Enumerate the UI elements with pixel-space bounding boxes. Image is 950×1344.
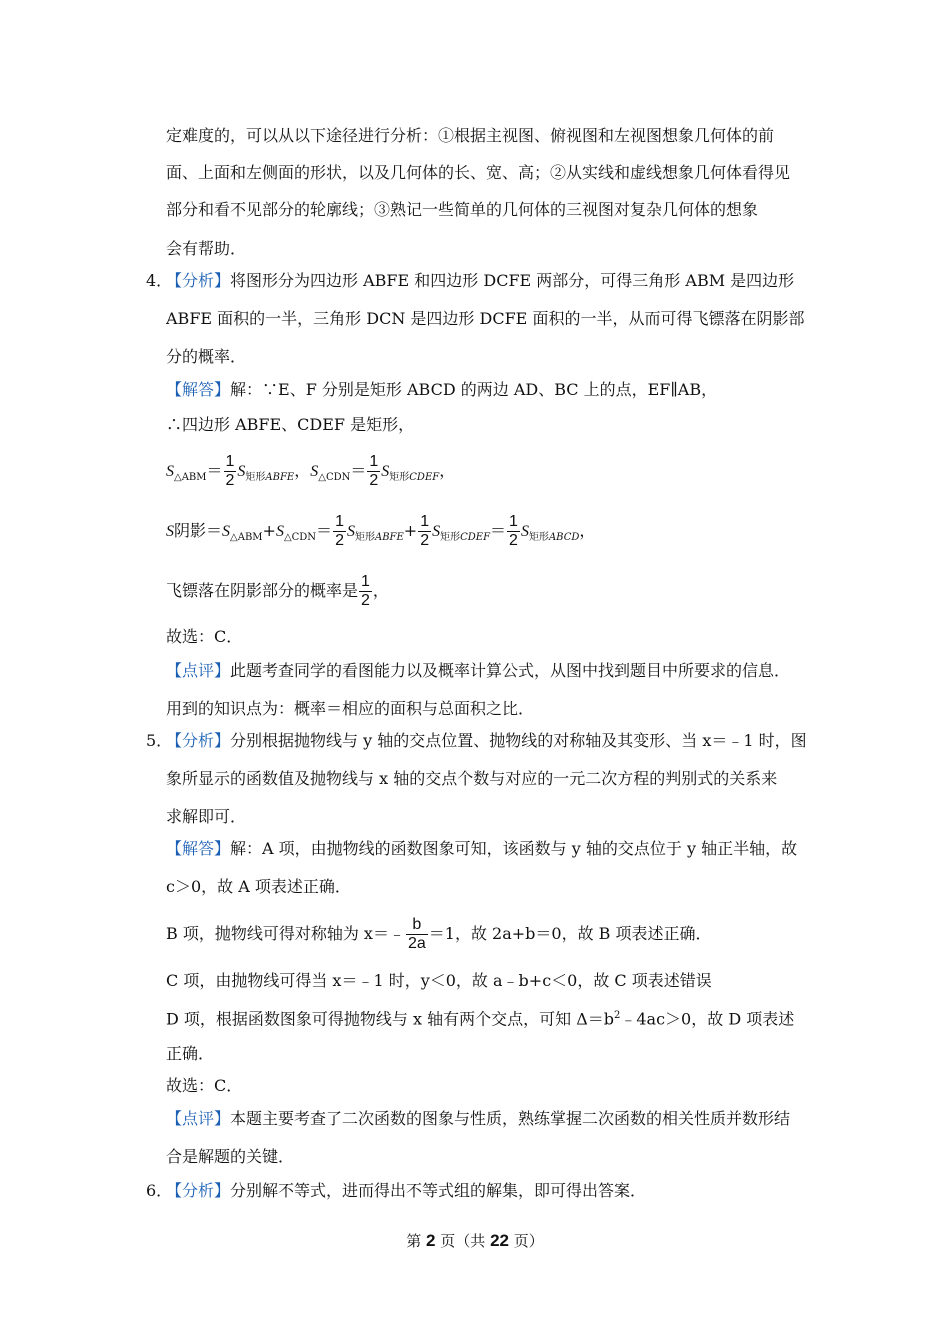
formula-line — [166, 571, 389, 611]
subscript: 矩形 — [245, 472, 266, 483]
formula-line — [166, 914, 712, 954]
question-number: 4． — [146, 271, 173, 290]
subscript: △ABM — [230, 532, 263, 543]
numerator: 1 — [369, 453, 379, 470]
formula-line — [166, 451, 455, 494]
question-5-comment-line — [166, 1108, 790, 1130]
question-4-analysis-line — [166, 270, 794, 292]
equals: ＝ — [206, 521, 223, 540]
paragraph-line: 象所显示的函数值及抛物线与 x 轴的交点个数与对应的一元二次方程的判别式的关系来 — [166, 769, 778, 788]
analysis-tag: 【分析】 — [166, 1181, 231, 1200]
subscript: 矩形 — [440, 532, 461, 543]
equals: ＝ — [490, 521, 507, 540]
numerator: b — [406, 916, 428, 935]
question-6-analysis-line — [166, 1180, 646, 1202]
formula-line — [166, 511, 595, 554]
fraction-half — [507, 513, 520, 550]
numerator: 1 — [509, 513, 518, 530]
question-4-answer-line — [166, 379, 717, 401]
shadow-label: 阴影 — [174, 521, 207, 540]
fraction-half — [359, 573, 372, 610]
fraction-b-over-2a — [406, 916, 428, 953]
numerator: 1 — [335, 513, 344, 530]
page-total: 22 — [490, 1231, 509, 1250]
denominator: 2 — [369, 472, 379, 489]
equals: ＝ — [206, 461, 223, 480]
subscript: 矩形 — [528, 532, 549, 543]
analysis-tag: 【分析】 — [166, 271, 231, 290]
question-number: 6． — [146, 1181, 173, 1200]
symbol-s: S — [520, 523, 529, 540]
plus: + — [262, 521, 276, 540]
subscript: CDEF — [409, 472, 440, 483]
question-4-comment-line — [166, 660, 790, 682]
symbol-s: S — [166, 463, 174, 480]
symbol-s: S — [237, 463, 246, 480]
comment-text: 本题主要考查了二次函数的图象与性质，熟练掌握二次函数的相关性质并数形结 — [230, 1109, 791, 1128]
superscript: 2 — [614, 1010, 621, 1021]
subscript: ABFE — [265, 472, 295, 483]
paragraph-line: 合是解题的关键． — [166, 1147, 295, 1166]
paragraph-line: ABFE 面积的一半，三角形 DCN 是四边形 DCFE 面积的一半，从而可得飞镖落在阴影部 — [166, 309, 805, 328]
subscript: △CDN — [318, 472, 351, 483]
paragraph-line — [166, 1005, 794, 1030]
comma: ， — [439, 461, 456, 480]
equals: ＝ — [350, 461, 367, 480]
paragraph-line: 定难度的，可以从以下途径进行分析：①根据主视图、俯视图和左视图想象几何体的前 — [166, 126, 775, 145]
subscript: 矩形 — [354, 532, 375, 543]
subscript: ABFE — [374, 532, 404, 543]
symbol-s: S — [310, 463, 319, 480]
comment-tag: 【点评】 — [166, 661, 231, 680]
comment-text: 此题考查同学的看图能力以及概率计算公式，从图中找到题目中所要求的信息． — [230, 661, 791, 680]
paragraph-line: 求解即可． — [166, 807, 247, 826]
subscript: CDEF — [460, 532, 491, 543]
analysis-text: 分别根据抛物线与 y 轴的交点位置、抛物线的对称轴及其变形、当 x＝﹣1 时，图 — [230, 731, 807, 750]
paragraph-line: 故选：C． — [166, 1076, 243, 1095]
answer-tag: 【解答】 — [166, 839, 231, 858]
fraction-half — [224, 453, 237, 490]
comma: ， — [294, 461, 311, 480]
question-5-answer-line — [166, 838, 797, 860]
footer-suffix: 页） — [513, 1232, 544, 1250]
probability-text: 飞镖落在阴影部分的概率是 — [166, 581, 359, 600]
answer-text: 解：A 项，由抛物线的函数图象可知，该函数与 y 轴的交点位于 y 轴正半轴，故 — [230, 839, 798, 858]
symbol-s: S — [432, 523, 441, 540]
paragraph-line: 分的概率． — [166, 347, 247, 366]
subscript: 矩形 — [389, 472, 410, 483]
answer-text: 解：∵E、F 分别是矩形 ABCD 的两边 AD、BC 上的点，EF∥AB， — [230, 380, 718, 399]
fraction-half — [418, 513, 431, 550]
analysis-text: 分别解不等式，进而得出不等式组的解集，即可得出答案． — [230, 1181, 647, 1200]
discriminant-text: D 项，根据函数图象可得抛物线与 x 轴有两个交点，可知 Δ＝b — [166, 1009, 614, 1029]
symbol-s: S — [346, 523, 355, 540]
paragraph-line: ∴四边形 ABFE、CDEF 是矩形， — [166, 415, 415, 434]
numerator: 1 — [420, 513, 430, 530]
paragraph-line: 部分和看不见部分的轮廓线；③熟记一些简单的几何体的三视图对复杂几何体的想象 — [166, 200, 759, 219]
denominator: 2 — [420, 532, 430, 549]
analysis-tag: 【分析】 — [166, 731, 231, 750]
paragraph-line: 面、上面和左侧面的形状，以及几何体的长、宽、高；②从实线和虚线想象几何体看得见 — [166, 163, 791, 182]
numerator: 1 — [361, 573, 370, 590]
equals: ＝ — [316, 521, 333, 540]
fraction-half — [333, 513, 346, 550]
paragraph-line: C 项，由抛物线可得当 x＝﹣1 时，y＜0，故 a﹣b+c＜0，故 C 项表述错误 — [166, 971, 712, 990]
symbol-s: S — [222, 523, 231, 540]
comment-tag: 【点评】 — [166, 1109, 231, 1128]
question-number: 5． — [146, 731, 173, 750]
axis-text: B 项，抛物线可得对称轴为 x＝﹣ — [166, 924, 405, 943]
footer-prefix: 第 — [406, 1232, 422, 1250]
subscript: ABCD — [548, 532, 580, 543]
page-footer — [0, 1230, 950, 1252]
paragraph-line: 会有帮助． — [166, 239, 247, 258]
plus: + — [403, 521, 418, 540]
subscript: △ABM — [174, 472, 207, 483]
paragraph-line: 用到的知识点为：概率＝相应的面积与总面积之比． — [166, 699, 535, 718]
discriminant-text-end: ﹣4ac＞0，故 D 项表述 — [620, 1009, 795, 1029]
paragraph-line: 正确． — [166, 1044, 215, 1063]
analysis-text: 将图形分为四边形 ABFE 和四边形 DCFE 两部分，可得三角形 ABM 是四边形 — [230, 271, 795, 290]
symbol-s: S — [275, 523, 284, 540]
numerator: 1 — [225, 453, 235, 470]
footer-mid: 页（共 — [440, 1232, 486, 1250]
denominator: 2 — [509, 532, 518, 549]
subscript: △CDN — [283, 532, 317, 543]
question-5-analysis-line — [166, 730, 807, 752]
symbol-s: S — [381, 463, 390, 480]
denominator: 2a — [407, 935, 426, 952]
symbol-s: S — [166, 523, 174, 540]
comma: ， — [579, 521, 596, 540]
comma: ， — [372, 581, 389, 600]
denominator: 2 — [335, 532, 344, 549]
denominator: 2 — [225, 472, 235, 489]
paragraph-line: c＞0，故 A 项表述正确． — [166, 877, 351, 896]
axis-result-text: ＝1，故 2a+b＝0，故 B 项表述正确． — [428, 924, 712, 943]
fraction-half — [367, 453, 380, 490]
page-number: 2 — [426, 1231, 436, 1250]
paragraph-line: 故选：C． — [166, 627, 243, 646]
denominator: 2 — [361, 592, 370, 609]
answer-tag: 【解答】 — [166, 380, 231, 399]
